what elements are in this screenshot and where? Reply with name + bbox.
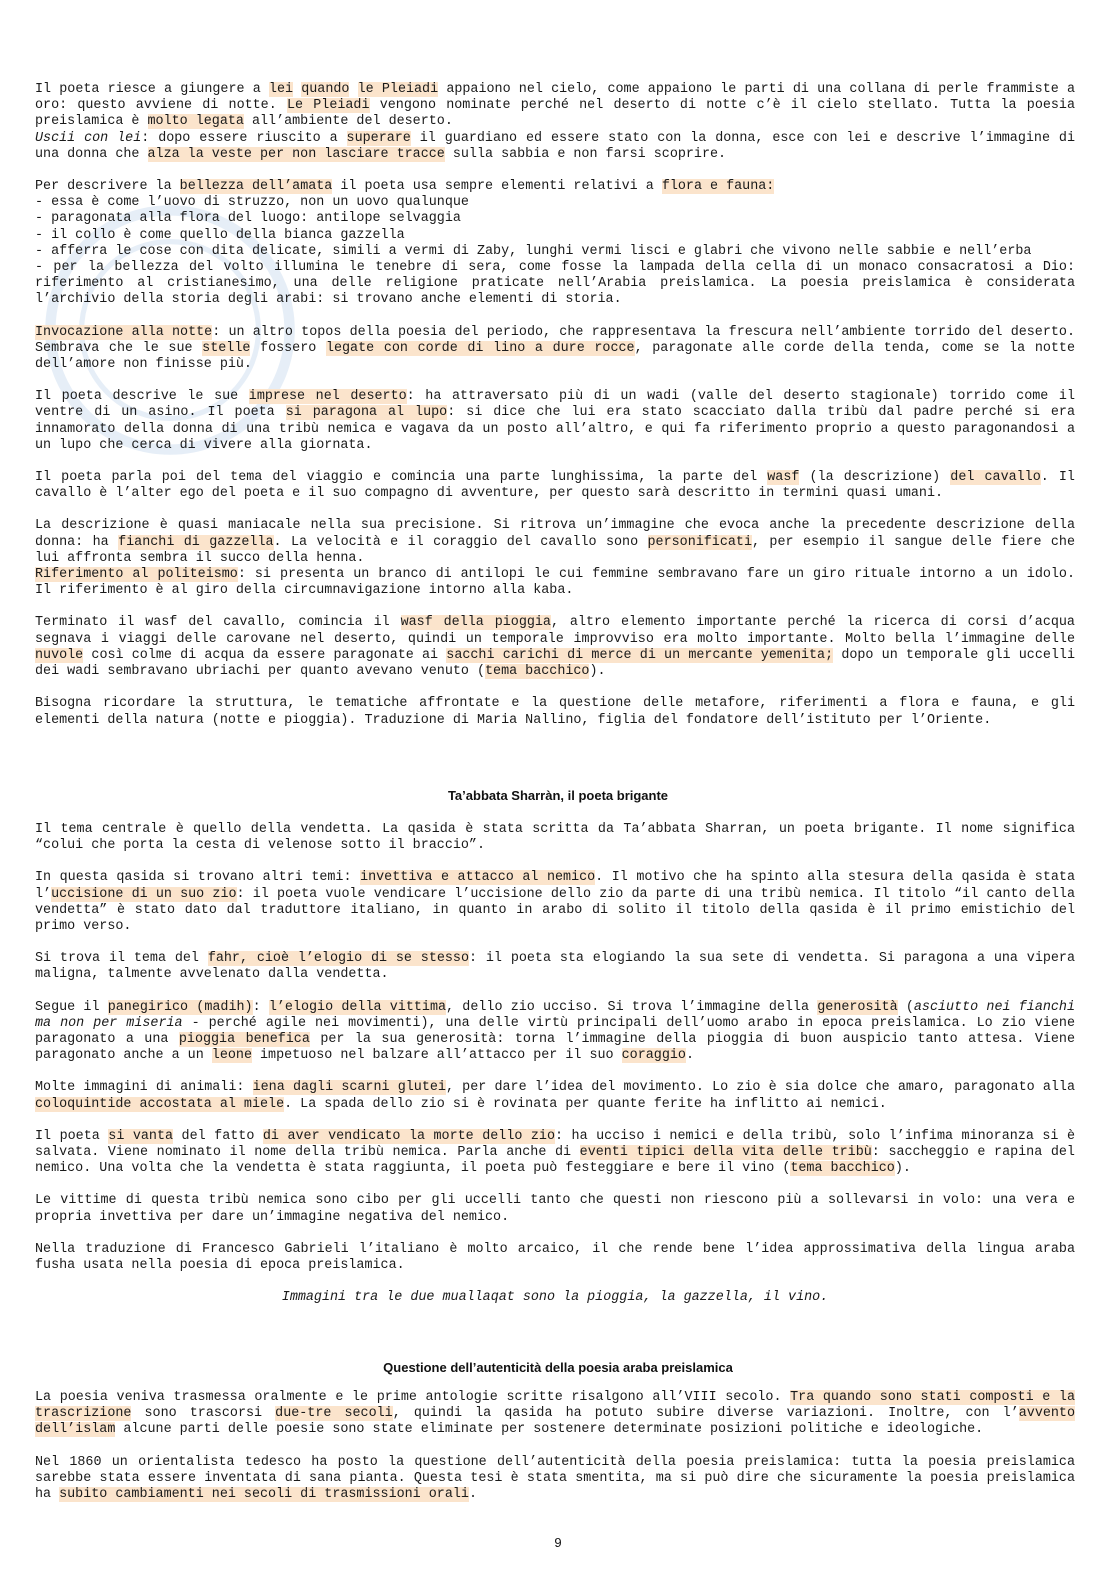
text-run: : il poeta vuole vendicare l’uccisione dello zio da parte di una tribù nemica. Il titolo “il canto della vendetta” è stato dato dal traduttore italiano, in quanto in arabo di solito il titolo della qasida è il primo emistichio del primo verso. bbox=[35, 886, 1075, 935]
section-autenticita bbox=[35, 1390, 1075, 1519]
section-heading: Questione dell’autenticità della poesia araba preislamica bbox=[383, 1360, 733, 1375]
text-run: : ha attraversato più di un wadi (valle del deserto stagionale) torrido come il ventre di un asino. Il poeta bbox=[35, 389, 1075, 421]
text-run: Terminato il wasf del cavallo, comincia il bbox=[35, 615, 401, 631]
paragraph bbox=[35, 470, 1075, 502]
section-muallaqa bbox=[35, 82, 1075, 745]
paragraph bbox=[35, 325, 1075, 374]
text-run: . Il cavallo è l’alter ego del poeta e il suo compagno di avventure, per questo sarà descritto in termini quasi umani. bbox=[35, 470, 1075, 502]
paragraph bbox=[35, 822, 1075, 854]
text-run: così colme di acqua da essere paragonate ai bbox=[83, 647, 447, 663]
text-run: all’ambiente del deserto. bbox=[243, 114, 453, 130]
highlighted-text: sacchi carichi di merce di un mercante yemenita; bbox=[446, 647, 834, 663]
text-run: il poeta usa sempre elementi relativi a bbox=[332, 179, 662, 195]
highlighted-text: flora e fauna: bbox=[661, 179, 775, 195]
highlighted-text: wasf della pioggia bbox=[400, 615, 551, 631]
text-run: Le vittime di questa tribù nemica sono cibo per gli uccelli tanto che questi non riescono più a sollevarsi in volo: una vera e propria invettiva per dare un’immagine negativa del nemico. bbox=[35, 1193, 1075, 1225]
text-run: ). bbox=[589, 664, 606, 680]
section-heading: Ta’abbata Sharràn, il poeta brigante bbox=[447, 788, 669, 803]
highlighted-text: leone bbox=[211, 1048, 252, 1064]
highlighted-text: molto legata bbox=[147, 114, 244, 130]
text-run: : si presenta un branco di antilopi le cui femmine sembravano fare un giro rituale intorno a un idolo. Il riferimento è al giro della circumnavigazione intorno alla kaba. bbox=[35, 567, 1075, 599]
bullet-list bbox=[35, 195, 1075, 308]
highlighted-text: Invocazione alla notte bbox=[35, 324, 213, 340]
text-run: La descrizione è quasi maniacale nella sua precisione. Si ritrova un’immagine che evoca anche la precedente descrizione della donna: ha bbox=[35, 518, 1075, 550]
paragraph bbox=[35, 1129, 1075, 1178]
italic-text: Uscii con lei bbox=[35, 130, 142, 146]
text-run: Molte immagini di animali: bbox=[35, 1080, 253, 1096]
text-run: Bisogna ricordare la struttura, le tematiche affrontate e la questione delle metafore, riferimenti a flora e fauna, e gli elementi della natura (notte e pioggia). Traduzione di Maria Nallino, figlia del fondatore dell’istituto per l’Oriente. bbox=[35, 696, 1075, 728]
highlighted-text: legate con corde di lino a dure rocce bbox=[325, 340, 635, 356]
text-run: In questa qasida si trovano altri temi: bbox=[35, 870, 361, 886]
text-run: Per descrivere la bbox=[35, 179, 180, 195]
highlighted-text: si paragona al lupo bbox=[285, 405, 448, 421]
highlighted-text: coloquintide accostata al miele bbox=[35, 1096, 285, 1112]
text-run: . bbox=[685, 1048, 694, 1064]
text-run bbox=[349, 82, 357, 97]
text-run: : si dice che lui era stato scacciato dalla tribù dal padre perché si era innamorato della donna di una tribù nemica e vagava da un posto all’altro, e qui fa riferimento proprio a questo paragonandosi a un lupo che cerca di vivere alla giornata. bbox=[35, 405, 1075, 453]
highlighted-text: di aver vendicato la morte dello zio bbox=[262, 1128, 556, 1144]
page-number: 9 bbox=[554, 1535, 562, 1550]
highlighted-text: uccisione di un suo zio bbox=[51, 886, 237, 902]
highlighted-text: bellezza dell’amata bbox=[179, 179, 333, 195]
highlighted-text: fahr, cioè l’elogio di se stesso bbox=[207, 951, 470, 967]
text-run: alcune parti delle poesie sono state eliminate per sostenere determinate posizioni politiche e ideologiche. bbox=[115, 1422, 984, 1438]
text-run: Nel 1860 un orientalista tedesco ha posto la questione dell’autenticità della poesia preislamica: tutta la poesia preislamica sarebbe stata essere inventata di sana pianta. Questa tesi è stata smentita, ma si può dire che sicuramente la poesia preislamica ha bbox=[35, 1454, 1075, 1503]
list-item: - il collo è come quello della bianca gazzella bbox=[35, 227, 405, 243]
paragraph bbox=[35, 567, 1075, 599]
highlighted-text: eventi tipici della vita delle tribù bbox=[579, 1145, 872, 1161]
highlighted-text: generosità bbox=[817, 999, 898, 1015]
highlighted-text: si vanta bbox=[108, 1128, 174, 1144]
highlighted-text: subito cambiamenti nei secoli di trasmissioni orali bbox=[59, 1487, 469, 1503]
paragraph bbox=[35, 131, 1075, 163]
highlighted-text: personificati bbox=[647, 534, 752, 550]
highlighted-text: iena dagli scarni glutei bbox=[252, 1080, 446, 1096]
text-run: : saccheggio e rapina del nemico. Una volta che la vendetta è stata raggiunta, il poeta può festeggiare e bere il vino ( bbox=[35, 1145, 1075, 1177]
paragraph bbox=[35, 1242, 1075, 1274]
highlighted-text: fianchi di gazzella bbox=[118, 534, 274, 550]
text-run: , paragonate alle corde della tenda, come se la notte dell’amore non finisse più. bbox=[35, 340, 1075, 373]
text-run: Il poeta parla poi del tema del viaggio e comincia una parte lunghissima, la parte del bbox=[35, 470, 768, 486]
highlighted-text: tema bacchico bbox=[790, 1161, 895, 1177]
text-run: Il tema centrale è quello della vendetta. La qasida è stata scritta da Ta’abbata Sharran, un poeta brigante. Il nome significa “colui che porta la cesta di velenose sotto il braccio”. bbox=[35, 822, 1075, 854]
paragraph bbox=[35, 615, 1075, 680]
highlighted-text: del cavallo bbox=[950, 470, 1041, 486]
paragraph bbox=[35, 518, 1075, 567]
text-run: per la sua generosità: torna l’immagine della pioggia di buon auspicio tanto attesa. Viene paragonato anche a un bbox=[35, 1032, 1076, 1064]
text-run: , altro elemento importante perché la ricerca di corsi d’acqua segnava i viaggi delle carovane nel deserto, quindi un temporale improvviso era molto importante. Molto bella l’immagine delle bbox=[35, 615, 1075, 647]
list-item: - per la bellezza del volto illumina le tenebre di sera, come fosse la lampada della cella di un monaco consacratosi a Dio: riferimento al cristianesimo, una delle religione praticate nell’Arabia preislamica. La poesia preislamica è considerata l’archivio della storia degli arabi: si trovano anche elementi di storia. bbox=[35, 260, 1075, 308]
highlighted-text: Tra quando sono stati composti e la trascrizione bbox=[35, 1390, 1075, 1422]
section-taabbata bbox=[35, 822, 1075, 1322]
text-run: ). bbox=[894, 1161, 911, 1177]
text-run: - perché agile nei movimenti), una delle virtù principali dell’uomo arabo in epoca preislamica. Lo zio viene paragonato a una bbox=[35, 1015, 1075, 1048]
italic-text: asciutto nei fianchi ma non per miseria bbox=[35, 999, 1075, 1031]
text-run: , quindi la qasida ha potuto subire diverse variazioni. Inoltre, con l’ bbox=[392, 1406, 1019, 1422]
highlighted-text: stelle bbox=[202, 340, 251, 356]
text-run: Nella traduzione di Francesco Gabrieli l’italiano è molto arcaico, il che rende bene l’idea approssimativa della lingua araba fusha usata nella poesia di epoca preislamica. bbox=[35, 1241, 1075, 1274]
paragraph bbox=[35, 82, 1075, 131]
text-run: . La velocità e il coraggio del cavallo sono bbox=[273, 534, 648, 550]
highlighted-text: invettiva e attacco al nemico bbox=[360, 870, 596, 886]
paragraph bbox=[35, 870, 1075, 935]
highlighted-text: le Pleiadi bbox=[357, 82, 439, 97]
text-run: Si trova il tema del bbox=[35, 951, 208, 967]
text-run: La poesia veniva trasmessa oralmente e le prime antologie scritte risalgono all’VIII secolo. bbox=[35, 1390, 791, 1405]
highlighted-text: Le Pleiadi bbox=[286, 98, 370, 114]
paragraph bbox=[35, 951, 1075, 983]
paragraph bbox=[35, 1193, 1075, 1225]
paragraph bbox=[35, 389, 1075, 454]
highlighted-text: superare bbox=[346, 130, 411, 146]
paragraph bbox=[35, 1000, 1075, 1065]
highlighted-text: pioggia benefica bbox=[178, 1032, 310, 1048]
text-run: : un altro topos della poesia del periodo, che rappresentava la frescura nell’ambiente torrido del deserto. Sembrava che le sue bbox=[35, 324, 1075, 356]
highlighted-text: alza la veste per non lasciare tracce bbox=[147, 146, 445, 162]
highlighted-text: coraggio bbox=[621, 1048, 686, 1064]
paragraph bbox=[35, 1080, 1075, 1112]
paragraph bbox=[35, 1390, 1075, 1439]
highlighted-text: avvento dell’islam bbox=[35, 1406, 1075, 1438]
text-run: , dello zio ucciso. Si trova l’immagine della bbox=[446, 999, 818, 1015]
text-run: vengono nominate perché nel deserto di notte c’è il cielo stellato. Tutta la poesia preislamica è bbox=[35, 98, 1076, 130]
text-run: dopo un temporale gli uccelli dei wadi sembravano ubriachi per quanto avevano venuto ( bbox=[35, 647, 1075, 680]
text-run: : il poeta sta elogiando la sua sete di vendetta. Si paragona a una vipera maligna, talmente avvelenato dalla vendetta. bbox=[35, 951, 1075, 983]
text-run: sono trascorsi bbox=[131, 1406, 276, 1422]
text-run: Il poeta riesce a giungere a bbox=[35, 82, 269, 97]
text-run: , per esempio il sangue delle fiere che lui affronta sembra il succo della henna. bbox=[35, 534, 1075, 566]
text-run: Segue il bbox=[35, 999, 108, 1015]
paragraph bbox=[35, 179, 1075, 195]
paragraph bbox=[35, 696, 1075, 728]
text-run: . La spada dello zio si è rovinata per quante ferite ha inflitto ai nemici. bbox=[284, 1096, 887, 1112]
list-item: - essa è come l’uovo di struzzo, non un uovo qualunque bbox=[35, 195, 469, 211]
highlighted-text: due-tre secoli bbox=[275, 1406, 393, 1422]
highlighted-text: tema bacchico bbox=[485, 664, 590, 680]
text-run: : bbox=[252, 999, 269, 1015]
text-run: sulla sabbia e non farsi scoprire. bbox=[444, 146, 727, 162]
italic-note: Immagini tra le due muallaqat sono la pioggia, la gazzella, il vino. bbox=[281, 1290, 829, 1306]
list-item: - paragonata alla flora del luogo: antilope selvaggia bbox=[35, 211, 461, 227]
text-run: ( bbox=[897, 999, 914, 1015]
text-run: : ha ucciso i nemici e della tribù, solo l’infima minoranza si è salvata. Viene nominato il nome della tribù nemica. Parla anche di bbox=[35, 1128, 1075, 1161]
text-run: , per dare l’idea del movimento. Lo zio è sia dolce che amaro, paragonato alla bbox=[445, 1080, 1075, 1096]
text-run: . bbox=[468, 1487, 477, 1503]
text-run: del fatto bbox=[173, 1128, 263, 1144]
text-run: . Il motivo che ha spinto alla stesura della qasida è stata l’ bbox=[35, 870, 1075, 902]
list-item: - afferra le cose con dita delicate, simili a vermi di Zaby, lunghi vermi lisci e glabri che vivono nelle sabbie e nell’erba bbox=[35, 243, 1032, 259]
highlighted-text: imprese nel deserto bbox=[248, 389, 407, 405]
highlighted-text: wasf bbox=[767, 470, 800, 486]
highlighted-text: Riferimento al politeismo bbox=[35, 567, 238, 583]
text-run: appaiono nel cielo, come appaiono le parti di una collana di perle frammiste a oro: questo avviene di notte. bbox=[35, 82, 1075, 114]
highlighted-text: panegirico (madih) bbox=[107, 999, 253, 1015]
text-run: impetuoso nel balzare all’attacco per il suo bbox=[251, 1048, 622, 1064]
text-run: : dopo essere riuscito a bbox=[141, 130, 347, 146]
text-run: Il poeta descrive le sue bbox=[35, 389, 249, 405]
paragraph bbox=[35, 1455, 1075, 1504]
text-run: (la descrizione) bbox=[799, 470, 951, 486]
text-run: Il poeta bbox=[35, 1128, 109, 1144]
highlighted-text: lei bbox=[268, 82, 294, 97]
text-run bbox=[293, 82, 301, 97]
highlighted-text: quando bbox=[301, 82, 350, 97]
highlighted-text: nuvole bbox=[35, 647, 84, 663]
text-run: il guardiano ed essere stato con la donna, esce con lei e descrive l’immagine di una donna che bbox=[35, 130, 1075, 162]
text-run: fossero bbox=[250, 340, 326, 356]
highlighted-text: l’elogio della vittima bbox=[268, 999, 447, 1015]
